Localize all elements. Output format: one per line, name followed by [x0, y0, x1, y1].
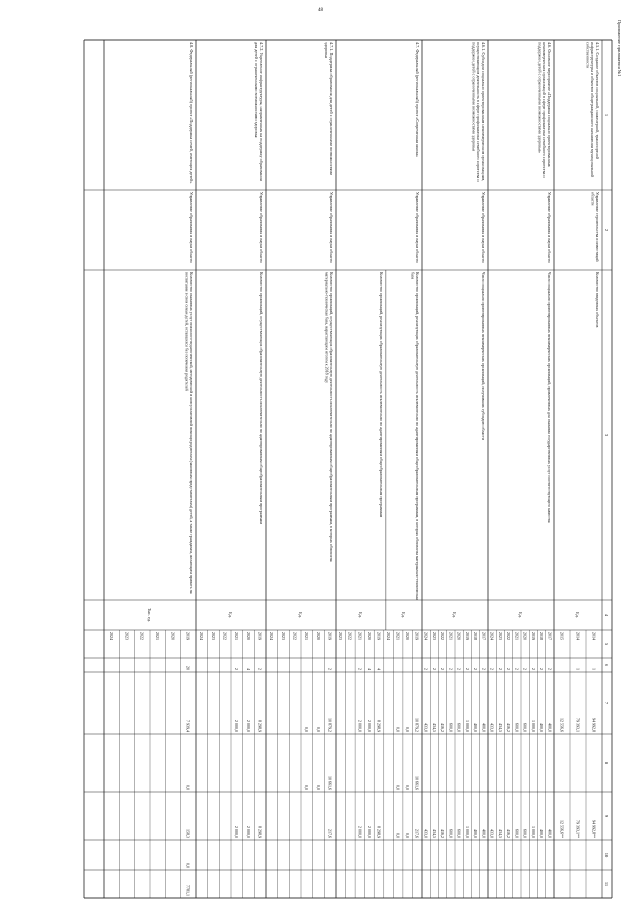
- total-value: 2 000,0: [234, 720, 240, 732]
- regional-value: 600,0: [522, 829, 528, 838]
- total-value: 0,0: [405, 727, 411, 732]
- year-cell: 2024: [109, 632, 115, 640]
- regional-value: 400,0: [547, 829, 553, 838]
- total-value: 434,5: [431, 723, 437, 732]
- federal-value: 0,0: [304, 785, 310, 790]
- regional-value: 2 000,0: [357, 826, 363, 838]
- year-cell: 2020: [245, 632, 251, 640]
- activity-name: поддержки детей с ограниченными возможностями здоровья: [471, 42, 477, 151]
- regional-value: 433,0: [489, 829, 495, 838]
- total-value: 400,0: [473, 723, 479, 732]
- year-cell: 2021: [155, 632, 161, 640]
- regional-value: 600,0: [448, 829, 454, 838]
- year-cell: 2014: [591, 632, 597, 640]
- year-cell: 2023: [497, 632, 503, 640]
- year-cell: 2020: [405, 632, 411, 640]
- responsible-party: Управление образования и науки области: [547, 192, 552, 263]
- year-cell: 2023: [431, 632, 437, 640]
- activity-name: 4.7.2. Укрепление инфраструктуры, направленных на поддержку образования: [259, 42, 264, 181]
- total-value: 8 298,9: [376, 720, 382, 732]
- year-cell: 2021: [234, 632, 240, 640]
- indicator-name: Число социально ориентированных некоммерческих организаций, получивших субсидию области: [481, 272, 486, 440]
- activity-name: для детей с ограниченными возможностями здоровья: [254, 42, 260, 138]
- indicator-name: Количество оказанных услуг психолого-педагогической, методической и консультативной помощи родителям (законным представителям) детей, а также гражданам, желающим принять на: [189, 272, 194, 594]
- local-value: 0,0: [185, 863, 191, 868]
- year-cell: 2022: [222, 632, 228, 640]
- total-value: 79 393,1: [575, 718, 581, 732]
- indicator-value: 2: [423, 668, 429, 670]
- appendix-caption: [617, 20, 630, 140]
- year-cell: 2020: [366, 632, 372, 640]
- total-value: 0,0: [304, 727, 310, 732]
- regional-value: 79 393,1**: [575, 820, 581, 838]
- indicator-value: 4: [245, 668, 251, 670]
- responsible-party: области: [590, 192, 596, 206]
- total-value: 8 298,9: [257, 720, 263, 732]
- indicator-name: Количество организаций, осуществляющих образовательную деятельность исключительно по адаптированным общеобразовательным программам: [259, 272, 264, 524]
- column-header: 9: [604, 814, 609, 818]
- activity-name: 4.5.1. Создание объектов социальной, инженерной, транспортной: [595, 42, 600, 160]
- total-value: 416,2: [506, 723, 512, 732]
- column-header: 8: [604, 761, 609, 765]
- indicator-name: база: [410, 272, 416, 280]
- regional-value: 416,2: [506, 829, 512, 838]
- total-value: 1 000,0: [464, 720, 470, 732]
- federal-value: 0,0: [405, 785, 411, 790]
- indicator-value: 2: [431, 668, 437, 670]
- federal-value: 0,0: [395, 785, 401, 790]
- unit: Ед.: [228, 612, 233, 618]
- indicator-value: 2: [456, 668, 462, 670]
- year-cell: 2020: [522, 632, 528, 640]
- year-cell: 2019: [464, 632, 470, 640]
- column-header: 4: [604, 613, 609, 617]
- regional-value: 2 000,0: [234, 826, 240, 838]
- regional-value: 434,5: [431, 829, 437, 838]
- total-value: 600,0: [522, 723, 528, 732]
- year-cell: 2022: [506, 632, 512, 640]
- responsible-party: Управление строительства и инвестиций: [595, 192, 600, 262]
- total-value: 2 000,0: [245, 720, 251, 732]
- year-cell: 2019: [185, 632, 191, 640]
- year-cell: 2019: [257, 632, 263, 640]
- federal-value: 0,0: [185, 785, 191, 790]
- regional-value: 400,0: [539, 829, 545, 838]
- year-cell: 2021: [304, 632, 310, 640]
- activity-name: 4.6. Основное мероприятие «Поддержка социально ориентированных: [547, 42, 552, 167]
- indicator-name: Количество введенных объектов: [595, 272, 600, 328]
- total-value: 600,0: [456, 723, 462, 732]
- indicator-value: 2: [522, 668, 528, 670]
- year-cell: 2022: [139, 632, 145, 640]
- year-cell: 2022: [440, 632, 446, 640]
- responsible-party: Управление образования и науки области: [259, 192, 264, 263]
- total-value: 94 992,8: [591, 718, 597, 732]
- total-value: 434,5: [497, 723, 503, 732]
- regional-value: 600,0: [456, 829, 462, 838]
- activity-name: инфраструктуры и объектов общегражданского назначения муниципальной: [590, 42, 596, 178]
- indicator-value: 1: [575, 668, 581, 670]
- unit: Ед.: [452, 612, 457, 618]
- regional-value: 12 556,6**: [559, 820, 565, 838]
- indicator-value: 2: [257, 668, 263, 670]
- year-cell: 2021: [514, 632, 520, 640]
- year-cell: 2017: [547, 632, 553, 640]
- activity-name: некоммерческих организаций в сфере профилактики семейного сиротства и: [542, 42, 548, 178]
- activity-name: собственности: [585, 42, 591, 69]
- indicator-value: 2: [327, 668, 333, 670]
- indicator-value: 4: [366, 668, 372, 670]
- year-cell: 2020: [315, 632, 321, 640]
- year-cell: 2019: [530, 632, 536, 640]
- column-header: 1: [604, 113, 609, 117]
- year-cell: 2019: [414, 632, 420, 640]
- column-header: 2: [604, 228, 609, 232]
- indicator-name: Количество организаций, осуществляющих образовательную деятельность исключительно по адаптированным общеобразовательным программам, в которых обновлена: [329, 272, 334, 562]
- year-cell: 2022: [347, 632, 353, 640]
- year-cell: 2024: [385, 632, 391, 640]
- indicator-name: Количество организаций, реализующих образовательную деятельность исключительно по адаптированным общеобразовательным программам: [378, 272, 384, 518]
- regional-value: 0,0: [395, 833, 401, 838]
- unit: Ед.: [575, 612, 580, 618]
- year-cell: 2024: [199, 632, 205, 640]
- activity-name: 4.8. Федеральный (региональный) проект «Поддержка семей, имеющих детей»: [189, 42, 194, 184]
- year-cell: 2018: [473, 632, 479, 640]
- unit: Ед.: [518, 612, 523, 618]
- regional-value: 2 000,0: [245, 826, 251, 838]
- total-value: 0,0: [315, 727, 321, 732]
- regional-value: 8 298,9: [257, 826, 263, 838]
- activity-name: 4.7. Федеральный (региональный) проект «Современная школа»: [415, 42, 420, 158]
- indicator-value: 2: [481, 668, 487, 670]
- total-value: 12 556,6: [559, 718, 565, 732]
- indicator-value: 2: [497, 668, 503, 670]
- total-value: 600,0: [448, 723, 454, 732]
- federal-value: 0,0: [315, 785, 321, 790]
- regional-value: 433,0: [423, 829, 429, 838]
- year-cell: 2024: [269, 632, 275, 640]
- indicator-value: 2: [440, 668, 446, 670]
- total-value: 433,0: [489, 723, 495, 732]
- total-value: 10 879,2: [414, 718, 420, 732]
- activity-name: осуществляющим деятельность в сфере профилактики семейного сиротства и: [476, 42, 482, 182]
- activity-name: поддержки детей с ограниченными возможностями здоровья»: [537, 42, 543, 153]
- column-header: 3: [604, 433, 609, 437]
- indicator-value: 2: [489, 668, 495, 670]
- activity-name: 4.7.1. Поддержка образования для детей с ограниченными возможностями: [329, 42, 334, 176]
- regional-value: 217,6: [327, 829, 333, 838]
- other-value: 7781,1: [185, 885, 191, 896]
- regional-value: 2 000,0: [366, 826, 372, 838]
- indicator-name: Число социально ориентированных некоммерческих организаций, привлеченных для оказания государственных услуг соответствующего качества: [547, 272, 552, 523]
- indicator-value: 2: [473, 668, 479, 670]
- indicator-name: воспитание в свои семьи детей, оставшихся без попечения родителей: [184, 272, 190, 391]
- regional-value: 400,0: [473, 829, 479, 838]
- indicator-name: материально-техническая база, нарастающим итогом к 2018 году: [324, 272, 330, 384]
- year-cell: 2024: [489, 632, 495, 640]
- unit: Ед.: [298, 612, 303, 618]
- year-cell: 2018: [539, 632, 545, 640]
- indicator-value: 2: [357, 668, 363, 670]
- responsible-party: Управление образования и науки области: [415, 192, 420, 263]
- column-header: 11: [604, 881, 609, 887]
- activity-name: здоровья: [324, 42, 330, 58]
- column-header: 10: [604, 852, 609, 858]
- indicator-name: Количество организаций, реализующих образовательную деятельность исключительно по адаптированным общеобразовательным программам, в которых обновлена материально-техническая: [415, 272, 420, 600]
- total-value: 0,0: [395, 727, 401, 732]
- regional-value: 1 000,0: [530, 826, 536, 838]
- appendix-caption-text: Приложение приложения №1: [617, 20, 622, 77]
- responsible-party: Управление образования и науки области: [329, 192, 334, 263]
- responsible-party: Управление образования и науки области: [481, 192, 486, 263]
- year-cell: 2023: [124, 632, 130, 640]
- year-cell: 2015: [559, 632, 565, 640]
- total-value: 7 939,4: [185, 720, 191, 732]
- regional-value: 434,5: [497, 829, 503, 838]
- indicator-value: 20: [185, 666, 191, 670]
- year-cell: 2017: [481, 632, 487, 640]
- year-cell: 2023: [280, 632, 286, 640]
- table-body: [84, 40, 612, 898]
- responsible-party: Управление образования и науки области: [189, 192, 194, 263]
- year-cell: 2020: [170, 632, 176, 640]
- year-cell: 2019: [327, 632, 333, 640]
- page-number: 48: [318, 8, 323, 13]
- indicator-value: 2: [547, 668, 553, 670]
- total-value: 2 000,0: [366, 720, 372, 732]
- indicator-value: 2: [234, 668, 240, 670]
- regional-value: 0,0: [405, 833, 411, 838]
- year-cell: 2022: [292, 632, 298, 640]
- year-cell: 2021: [395, 632, 401, 640]
- regional-value: 400,0: [481, 829, 487, 838]
- year-cell: 2021: [357, 632, 363, 640]
- column-header: 5: [604, 642, 609, 646]
- unit: Ед.: [357, 612, 363, 618]
- total-value: 1 000,0: [530, 720, 536, 732]
- indicator-value: 2: [448, 668, 454, 670]
- regional-value: 1 000,0: [464, 826, 470, 838]
- total-value: 400,0: [481, 723, 487, 732]
- indicator-value: 2: [539, 668, 545, 670]
- total-value: 400,0: [547, 723, 553, 732]
- indicator-value: 2: [506, 668, 512, 670]
- regional-value: 158,3: [185, 829, 191, 838]
- total-value: 416,2: [440, 723, 446, 732]
- indicator-value: 2: [464, 668, 470, 670]
- column-header: 6: [604, 663, 609, 667]
- federal-value: 10 661,6: [414, 776, 420, 790]
- column-header: 7: [604, 701, 609, 705]
- indicator-value: 2: [530, 668, 536, 670]
- year-cell: 2014: [575, 632, 581, 640]
- total-value: 600,0: [514, 723, 520, 732]
- year-cell: 2024: [423, 632, 429, 640]
- regional-value: 94 992,8**: [591, 820, 597, 838]
- regional-value: 8 298,9: [376, 826, 382, 838]
- unit: Ед.: [400, 612, 406, 618]
- indicator-value: 4: [376, 668, 382, 670]
- total-value: 433,0: [423, 723, 429, 732]
- total-value: 2 000,0: [357, 720, 363, 732]
- federal-value: 10 661,6: [327, 776, 333, 790]
- regional-value: 217,6: [414, 829, 420, 838]
- regional-value: 416,2: [440, 829, 446, 838]
- indicator-value: 2: [514, 668, 520, 670]
- total-value: 10 879,2: [327, 718, 333, 732]
- year-cell: 2021: [448, 632, 454, 640]
- regional-value: 600,0: [514, 829, 520, 838]
- year-cell: 2023: [210, 632, 216, 640]
- year-cell: 2020: [456, 632, 462, 640]
- year-cell: 2023: [338, 632, 344, 640]
- indicator-value: 1: [591, 668, 597, 670]
- total-value: 400,0: [539, 723, 545, 732]
- year-cell: 2019: [376, 632, 382, 640]
- activity-name: 4.6.1. Субсидии социально ориентированным некоммерческим организациям,: [481, 42, 486, 182]
- unit: Тыс. ед.: [147, 607, 152, 623]
